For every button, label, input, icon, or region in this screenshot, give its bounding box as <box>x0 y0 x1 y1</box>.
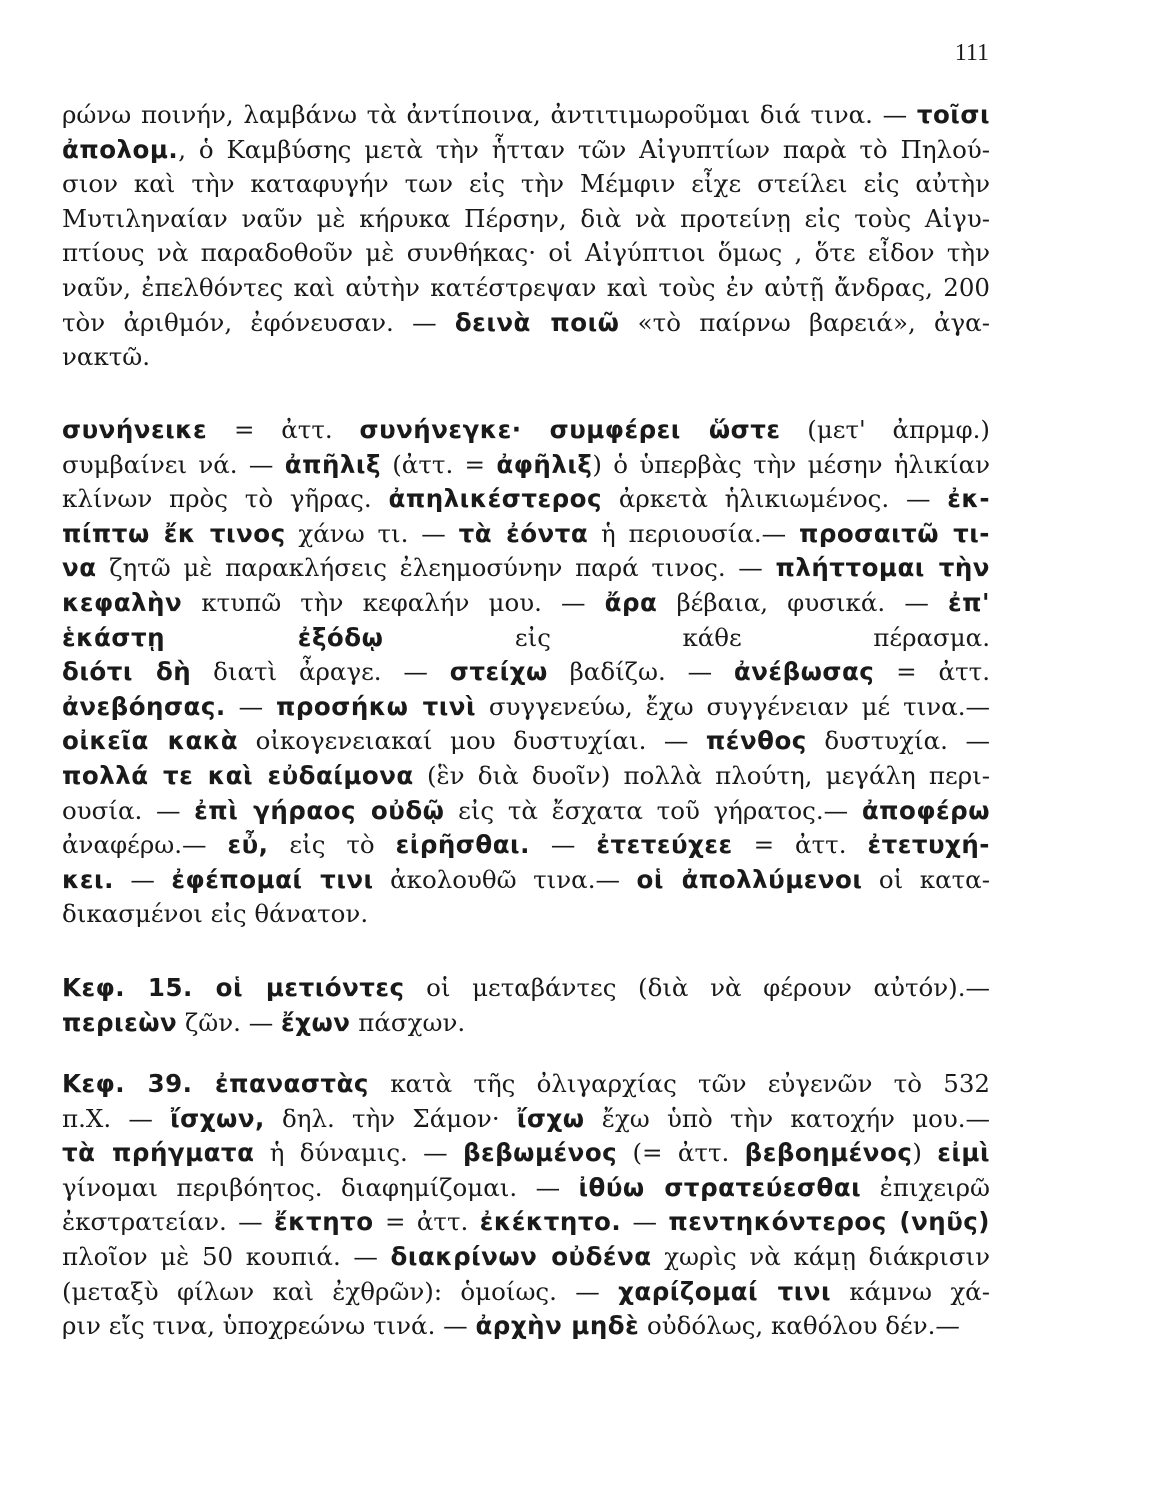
headword: ἐπ' <box>947 587 990 617</box>
headword: ἰθύω στρατεύεσθαι <box>578 1172 862 1202</box>
gloss-text: κατὰ τῆς ὀλιγαρχίας τῶν εὐγενῶν τὸ 532 <box>368 1069 990 1098</box>
gloss-text: σιον καὶ τὴν καταφυγήν των εἰς τὴν Μέμφιν εἶχε στείλει εἰς αὐτὴν <box>62 169 990 199</box>
gloss-text: ) ὁ ὑπερβὰς τὴν μέσην ἡλικίαν <box>592 449 991 479</box>
headword: πεντηκόντερος (νηῦς) <box>668 1207 990 1237</box>
headword: ἀνέβωσας <box>733 657 875 687</box>
gloss-text: ἀρκετὰ ἡλικιωμένος. — <box>602 484 948 514</box>
text-line <box>62 897 990 932</box>
headword: τὰ ἐόντα <box>458 518 589 548</box>
gloss-text: ἐπιχειρῶ <box>861 1172 990 1202</box>
paragraph-kef-15 <box>62 971 990 1040</box>
gloss-text: κάμνω χά- <box>831 1276 990 1306</box>
headword: δεινὰ ποιῶ <box>454 307 620 337</box>
text-line <box>62 1275 990 1310</box>
headword: συνήνεικε <box>62 415 208 444</box>
gloss-text: ἔχω ὑπὸ τὴν κατοχήν μου.— <box>584 1103 991 1133</box>
gloss-text: Μυτιληναίαν ναῦν μὲ κήρυκα Πέρσην, διὰ νὰ προτείνῃ εἰς τοὺς Αἰγυ- <box>62 203 990 233</box>
headword: ἀπολομ. <box>62 134 179 164</box>
headword: χαρίζομαί τινι <box>618 1276 832 1306</box>
gloss-text: πτίους νὰ παραδοθοῦν μὲ συνθήκας· οἱ Αἰγύπτιοι ὅμως , ὅτε εἶδον τὴν <box>62 238 990 268</box>
gloss-text: εἰς τὰ ἔσχατα τοῦ γήρατος.— <box>444 795 862 825</box>
gloss-text: βέβαια, φυσικά. — <box>657 587 948 617</box>
headword: ἀφῆλιξ <box>496 449 593 479</box>
gloss-text: κτυπῶ τὴν κεφαλήν μου. — <box>182 587 605 617</box>
headword: ἐκ- <box>947 484 990 514</box>
text-line <box>62 655 990 690</box>
headword: περιεὼν <box>62 1007 178 1037</box>
gloss-text: συμβαίνει νά. — <box>62 449 285 479</box>
gloss-text: ἀκολουθῶ τινα.— <box>373 864 637 894</box>
headword: ἔχων <box>281 1007 351 1037</box>
gloss-text: διατὶ ἆραγε. — <box>191 657 450 687</box>
gloss-text: χωρὶς νὰ κάμῃ διάκρισιν <box>651 1241 990 1271</box>
page-number: 111 <box>954 40 989 66</box>
headword: κει. <box>62 864 114 894</box>
gloss-text: (= ἀττ. <box>617 1138 745 1168</box>
headword: πένθος <box>705 726 807 756</box>
gloss-text: δικασμένοι εἰς θάνατον. <box>62 899 369 929</box>
text-line <box>62 690 990 725</box>
text-line <box>62 1136 990 1171</box>
gloss-text: ἀναφέρω.— <box>62 830 228 860</box>
headword: ἀπηλικέστερος <box>388 484 603 514</box>
gloss-text: ἐκστρατείαν. — <box>62 1207 275 1237</box>
gloss-text: , ὁ Καμβύσης μετὰ τὴν ἧτταν τῶν Αἰγυπτίων παρὰ τὸ Πηλού- <box>178 134 990 164</box>
gloss-text: δυστυχία. — <box>806 726 990 756</box>
gloss-text: = ἀττ. <box>732 830 868 860</box>
headword: ἐκέκτητο. <box>479 1207 622 1237</box>
headword: προσήκω τινὶ <box>276 691 477 721</box>
headword: στείχω <box>449 657 548 687</box>
headword: ἐτετεύχεε <box>596 830 733 860</box>
headword: διακρίνων οὐδένα <box>390 1241 652 1271</box>
gloss-text: — <box>113 864 172 894</box>
headword: ἐφέπομαί τινι <box>171 864 374 894</box>
text-line <box>62 202 990 237</box>
gloss-text: ζῶν. — <box>177 1007 282 1037</box>
headword: ἀπῆλιξ <box>284 449 381 479</box>
gloss-text: — <box>529 830 597 860</box>
text-line <box>62 1006 990 1041</box>
text-line <box>62 828 990 863</box>
gloss-text: = ἀττ. <box>874 657 990 687</box>
headword: συνήνεγκε· συμφέρει ὥστε <box>359 415 781 444</box>
headword: ἀρχὴν μηδὲ <box>475 1311 640 1341</box>
headword: ἐτετυχή- <box>867 830 990 860</box>
text-line <box>62 413 990 448</box>
headword: κεφαλὴν <box>62 587 183 617</box>
headword: ἴσχων, <box>170 1103 265 1133</box>
gloss-text: συγγενεύω, ἔχω συγγένειαν μέ τινα.— <box>476 691 991 721</box>
gloss-text: πλοῖον μὲ 50 κουπιά. — <box>62 1241 391 1271</box>
headword: οἰκεῖα κακὰ <box>62 726 239 756</box>
headword: ἄρα <box>604 587 658 617</box>
headword: διότι δὴ <box>62 657 192 687</box>
text-line <box>62 448 990 483</box>
gloss-text: «τὸ παίρνω βαρειά», ἀγα- <box>619 307 991 337</box>
paragraph-tois-apolom <box>62 98 990 375</box>
text-line <box>62 482 990 517</box>
gloss-text: κλίνων πρὸς τὸ γῆρας. <box>62 484 389 514</box>
text-line <box>62 133 990 168</box>
text-line <box>62 236 990 271</box>
text-line <box>62 724 990 759</box>
gloss-text: δηλ. τὴν Σάμον· <box>264 1103 517 1133</box>
gloss-text: — <box>225 691 276 721</box>
gloss-text: οἱ κατα- <box>862 864 990 894</box>
gloss-text: = ἀττ. <box>207 415 360 444</box>
gloss-text: νακτῶ. <box>62 342 151 372</box>
gloss-text: βαδίζω. — <box>547 657 734 687</box>
gloss-text: π.Χ. — <box>62 1103 171 1133</box>
text-line <box>62 1205 990 1240</box>
gloss-text: οὐδόλως, καθόλου δέν.— <box>639 1311 960 1341</box>
gloss-text: ἡ δύναμις. — <box>254 1138 463 1168</box>
gloss-text: = ἀττ. <box>373 1207 480 1237</box>
headword: τὰ πρήγματα <box>62 1138 255 1168</box>
headword: εἰμὶ <box>937 1138 990 1168</box>
gloss-text: (μετ' ἀπρμφ.) <box>780 415 990 444</box>
headword: πίπτω ἔκ τινος <box>62 518 286 548</box>
text-line <box>62 794 990 829</box>
text-line <box>62 1309 990 1344</box>
text-line <box>62 1102 990 1137</box>
text-line <box>62 98 990 133</box>
headword: ἐπὶ γήραος οὐδῷ <box>194 795 445 825</box>
text-line <box>62 271 990 306</box>
gloss-text: οἱ μεταβάντες (διὰ νὰ φέρουν αὐτόν).— <box>404 973 990 1002</box>
text-line <box>62 1240 990 1275</box>
headword: ἔκτητο <box>274 1207 374 1237</box>
headword: εἰρῆσθαι. <box>395 830 530 860</box>
gloss-text: ουσία. — <box>62 795 195 825</box>
gloss-text: εἰς κάθε πέρασμα. <box>383 622 990 652</box>
gloss-text: πάσχων. <box>350 1007 466 1037</box>
text-line <box>62 586 990 621</box>
text-line <box>62 340 990 375</box>
gloss-text: ριν εἴς τινα, ὑποχρεώνω τινά. — <box>62 1311 476 1341</box>
headword: βεβωμένος <box>462 1138 618 1168</box>
gloss-text: ζητῶ μὲ παρακλήσεις ἐλεημοσύνην παρά τινος. — <box>96 553 776 583</box>
gloss-text: οἰκογενειακαί μου δυστυχίαι. — <box>238 726 706 756</box>
headword: πλήττομαι τὴν <box>775 553 990 583</box>
headword: Κεφ. 15. οἱ μετιόντες <box>62 973 405 1002</box>
headword: ἀνεβόησας. <box>62 691 226 721</box>
gloss-text: (ἓν διὰ δυοῖν) πολλὰ πλούτη, μεγάλη περι- <box>413 760 990 790</box>
headword: εὖ, <box>227 830 269 860</box>
gloss-text: (ἀττ. = <box>380 449 497 479</box>
paragraph-synineike <box>62 413 990 932</box>
headword: Κεφ. 39. ἐπαναστὰς <box>62 1069 369 1098</box>
headword: ἀποφέρω <box>861 795 990 825</box>
gloss-text: χάνω τι. — <box>285 518 459 548</box>
text-line <box>62 551 990 586</box>
gloss-text: ναῦν, ἐπελθόντες καὶ αὐτὴν κατέστρεψαν καὶ τοὺς ἐν αὐτῇ ἄνδρας, 200 <box>62 272 990 302</box>
text-line <box>62 306 990 341</box>
headword: τοῖσι <box>916 100 990 129</box>
text-line <box>62 517 990 552</box>
headword: πολλά τε καὶ εὐδαίμονα <box>62 760 414 790</box>
gloss-text: γίνομαι περιβόητος. διαφημίζομαι. — <box>62 1172 579 1202</box>
gloss-text: ἡ περιουσία.— <box>588 518 799 548</box>
headword: προσαιτῶ τι- <box>798 518 990 548</box>
text-line <box>62 1171 990 1206</box>
headword: βεβοημένος <box>744 1138 913 1168</box>
headword: οἱ ἀπολλύμενοι <box>636 864 863 894</box>
gloss-text: ) <box>912 1138 938 1168</box>
headword: ἑκάστῃ ἐξόδῳ <box>62 622 384 652</box>
headword: ἴσχω <box>516 1103 585 1133</box>
gloss-text: τὸν ἀριθμόν, ἐφόνευσαν. — <box>62 307 455 337</box>
gloss-text: εἰς τὸ <box>268 830 396 860</box>
text-line <box>62 759 990 794</box>
text-line <box>62 167 990 202</box>
text-line <box>62 863 990 898</box>
paragraph-kef-39 <box>62 1067 990 1344</box>
gloss-text: ρώνω ποινήν, λαμβάνω τὰ ἀντίποινα, ἀντιτιμωροῦμαι διά τινα. — <box>62 100 917 129</box>
gloss-text: — <box>621 1207 669 1237</box>
text-line <box>62 971 990 1006</box>
gloss-text: (μεταξὺ φίλων καὶ ἐχθρῶν): ὁμοίως. — <box>62 1276 619 1306</box>
headword: να <box>62 553 97 583</box>
text-line <box>62 1067 990 1102</box>
text-line <box>62 621 990 656</box>
